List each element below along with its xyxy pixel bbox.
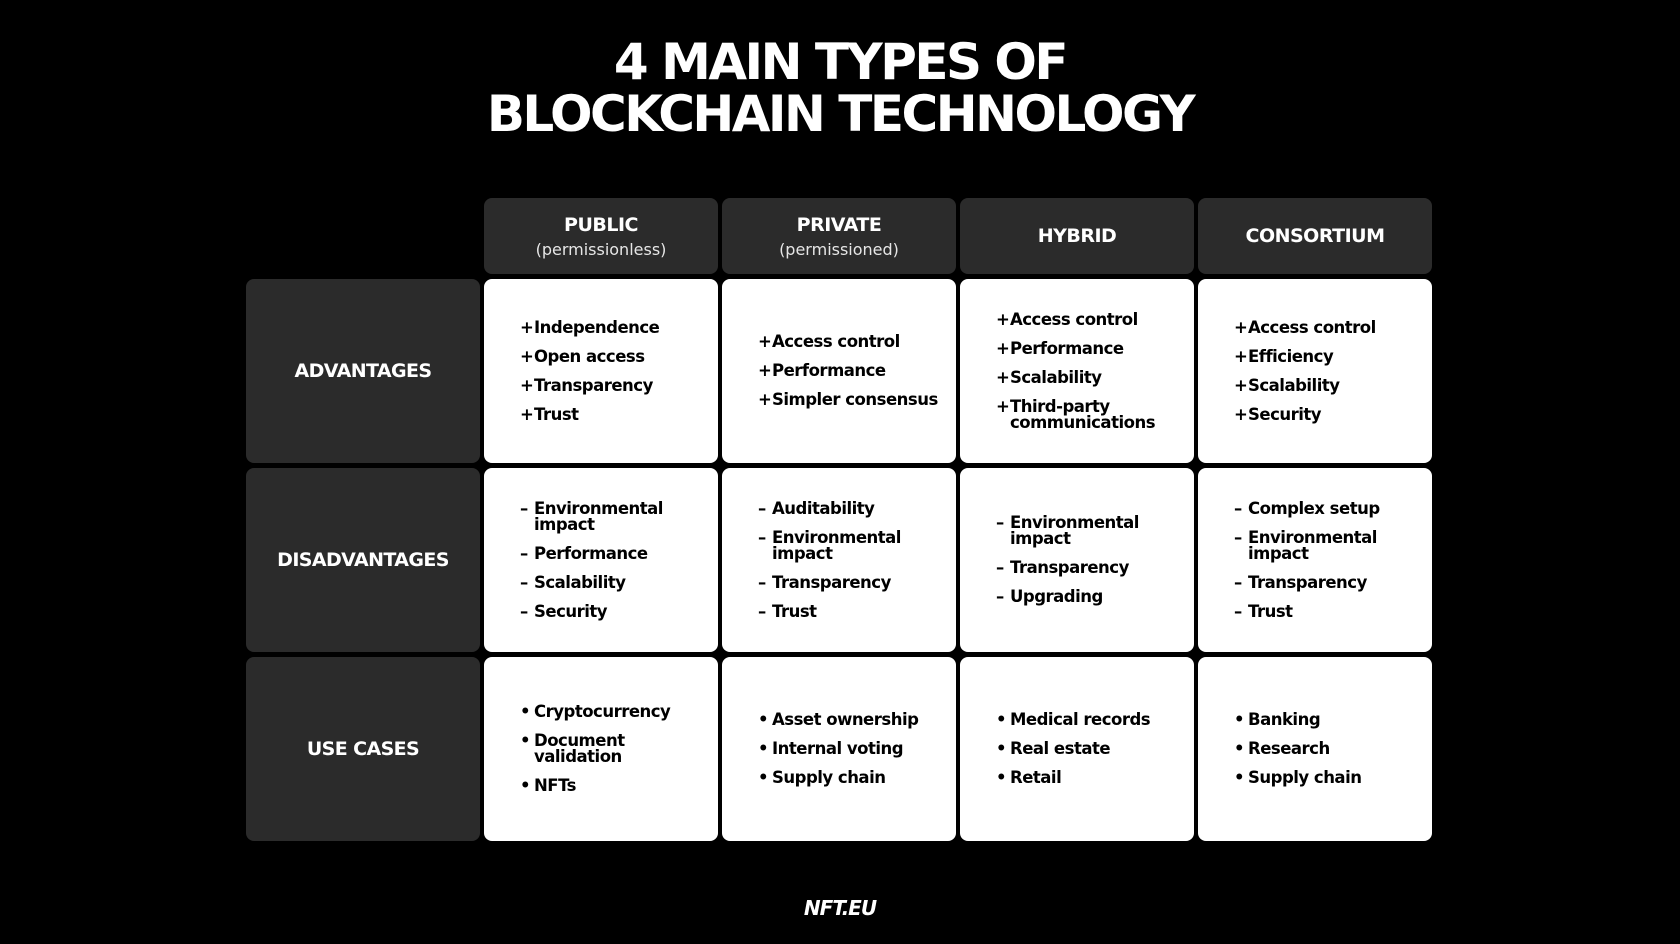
- dash-marker: –: [520, 498, 528, 518]
- list-item-text: Simpler consensus: [772, 390, 938, 409]
- item-list: [758, 712, 918, 786]
- list-item-text: Environmental impact: [1248, 527, 1377, 563]
- list-item: [1234, 317, 1376, 337]
- plus-marker: +: [1234, 317, 1248, 337]
- bullet-marker: •: [1234, 768, 1245, 787]
- list-item: [520, 704, 714, 720]
- list-item: [996, 309, 1190, 329]
- cell-use-cases-private: [722, 657, 956, 841]
- list-item: [996, 367, 1190, 387]
- table-corner: [246, 198, 480, 274]
- item-list: [520, 704, 714, 794]
- row-header-advantages: ADVANTAGES: [246, 279, 480, 463]
- dash-marker: –: [758, 498, 766, 518]
- bullet-marker: •: [758, 768, 769, 787]
- list-item: [520, 375, 659, 395]
- list-item-text: Trust: [772, 601, 817, 621]
- dash-marker: –: [1234, 527, 1242, 547]
- list-item-text: Access control: [772, 332, 900, 351]
- dash-marker: –: [996, 558, 1004, 577]
- list-item: [520, 601, 714, 621]
- list-item-text: Supply chain: [772, 768, 886, 787]
- plus-marker: +: [1234, 404, 1248, 424]
- list-item: [1234, 375, 1376, 395]
- list-item-text: Transparency: [772, 572, 891, 592]
- list-item-text: Auditability: [772, 498, 875, 518]
- cell-disadvantages-hybrid: [960, 468, 1194, 652]
- plus-marker: +: [996, 309, 1010, 329]
- column-header-private: [722, 198, 956, 274]
- list-item-text: Scalability: [534, 572, 626, 592]
- list-item: [996, 712, 1150, 728]
- list-item-text: Efficiency: [1248, 346, 1334, 366]
- cell-advantages-consortium: [1198, 279, 1432, 463]
- plus-marker: +: [758, 361, 772, 380]
- list-item-text: Document validation: [534, 731, 625, 766]
- item-list: [1234, 712, 1361, 786]
- item-list: [1234, 317, 1376, 424]
- list-item: [520, 778, 714, 794]
- plus-marker: +: [996, 396, 1010, 416]
- list-item: [996, 515, 1190, 547]
- list-item-text: Internal voting: [772, 739, 904, 758]
- bullet-marker: •: [996, 710, 1007, 729]
- list-item-text: Access control: [1248, 317, 1376, 337]
- dash-marker: –: [758, 572, 766, 592]
- column-header-name: HYBRID: [1037, 225, 1117, 247]
- list-item: [758, 712, 918, 728]
- list-item: [1234, 527, 1428, 563]
- list-item: [520, 317, 660, 337]
- list-item-text: Environmental impact: [534, 498, 663, 534]
- list-item: [1234, 741, 1361, 757]
- list-item-text: Complex setup: [1248, 498, 1380, 518]
- list-item-text: Supply chain: [1248, 768, 1362, 787]
- plus-marker: +: [996, 367, 1010, 387]
- plus-marker: +: [520, 404, 534, 424]
- list-item-text: Trust: [1248, 601, 1293, 621]
- plus-marker: +: [1234, 346, 1248, 366]
- column-header-subtitle: (permissionless): [535, 239, 667, 259]
- item-list: [758, 498, 952, 621]
- plus-marker: +: [758, 390, 772, 409]
- list-item: [758, 498, 952, 518]
- column-header-consortium: [1198, 198, 1432, 274]
- list-item: [758, 601, 952, 621]
- nft-eu-logo: NFT.EU: [803, 896, 877, 920]
- column-header-name: PRIVATE: [796, 213, 882, 236]
- item-list: [520, 498, 714, 621]
- cell-advantages-private: [722, 279, 956, 463]
- cell-advantages-hybrid: [960, 279, 1194, 463]
- list-item-text: Performance: [534, 543, 648, 563]
- page-title: [0, 33, 1680, 143]
- list-item: [996, 770, 1150, 786]
- plus-marker: +: [758, 332, 772, 351]
- column-header-name: PUBLIC: [564, 213, 638, 236]
- dash-marker: –: [758, 601, 766, 621]
- item-list: [996, 309, 1190, 432]
- bullet-marker: •: [996, 768, 1007, 787]
- dash-marker: –: [996, 513, 1004, 532]
- list-item-text: Scalability: [1248, 375, 1340, 395]
- list-item-text: NFTs: [534, 776, 576, 795]
- item-list: [520, 317, 660, 424]
- item-list: [758, 334, 938, 408]
- cell-use-cases-public: [484, 657, 718, 841]
- list-item-text: Upgrading: [1010, 587, 1103, 606]
- list-item: [1234, 712, 1361, 728]
- list-item: [1234, 404, 1376, 424]
- plus-marker: +: [996, 338, 1010, 358]
- plus-marker: +: [1234, 375, 1248, 395]
- list-item-text: Open access: [534, 346, 645, 366]
- dash-marker: –: [520, 572, 528, 592]
- bullet-marker: •: [520, 776, 531, 795]
- dash-marker: –: [1234, 498, 1242, 518]
- list-item: [758, 741, 918, 757]
- list-item: [996, 741, 1150, 757]
- title-line-1: 4 MAIN TYPES OF: [613, 33, 1067, 91]
- list-item: [758, 527, 952, 563]
- list-item: [1234, 770, 1361, 786]
- list-item-text: Cryptocurrency: [534, 702, 671, 721]
- list-item: [1234, 498, 1428, 518]
- cell-disadvantages-public: [484, 468, 718, 652]
- list-item: [758, 334, 938, 350]
- list-item-text: Scalability: [1010, 367, 1102, 387]
- list-item-text: Transparency: [534, 375, 653, 395]
- bullet-marker: •: [520, 731, 531, 750]
- list-item-text: Independence: [534, 317, 660, 337]
- cell-disadvantages-consortium: [1198, 468, 1432, 652]
- list-item-text: Environmental impact: [1010, 513, 1139, 548]
- list-item-text: Trust: [534, 404, 579, 424]
- item-list: [996, 515, 1190, 605]
- list-item: [1234, 346, 1376, 366]
- list-item: [758, 770, 918, 786]
- dash-marker: –: [758, 527, 766, 547]
- bullet-marker: •: [758, 739, 769, 758]
- dash-marker: –: [1234, 572, 1242, 592]
- list-item: [996, 396, 1190, 432]
- list-item-text: Real estate: [1010, 739, 1111, 758]
- bullet-marker: •: [520, 702, 531, 721]
- list-item: [758, 363, 938, 379]
- list-item: [520, 733, 714, 765]
- list-item-text: Banking: [1248, 710, 1321, 729]
- list-item-text: Security: [1248, 404, 1322, 424]
- row-header-disadvantages: DISADVANTAGES: [246, 468, 480, 652]
- list-item: [520, 346, 659, 366]
- list-item-text: Research: [1248, 739, 1330, 758]
- list-item-text: Transparency: [1248, 572, 1367, 592]
- list-item-text: Third-party communications: [1010, 396, 1156, 432]
- dash-marker: –: [520, 543, 528, 563]
- cell-advantages-public: [484, 279, 718, 463]
- cell-disadvantages-private: [722, 468, 956, 652]
- list-item: [520, 543, 714, 563]
- bullet-marker: •: [1234, 710, 1245, 729]
- list-item-text: Performance: [1010, 338, 1124, 358]
- column-header-subtitle: (permissioned): [779, 239, 899, 259]
- list-item-text: Access control: [1010, 309, 1138, 329]
- list-item-text: Retail: [1010, 768, 1062, 787]
- list-item: [520, 572, 714, 592]
- bullet-marker: •: [996, 739, 1007, 758]
- list-item: [758, 572, 952, 592]
- list-item-text: Transparency: [1010, 558, 1129, 577]
- bullet-marker: •: [758, 710, 769, 729]
- cell-use-cases-consortium: [1198, 657, 1432, 841]
- list-item: [520, 404, 659, 424]
- list-item: [1234, 572, 1428, 592]
- comparison-table: [246, 198, 1432, 841]
- row-header-use-cases: USE CASES: [246, 657, 480, 841]
- bullet-marker: •: [1234, 739, 1245, 758]
- column-header-name: CONSORTIUM: [1245, 225, 1385, 247]
- title-line-2: BLOCKCHAIN TECHNOLOGY: [486, 85, 1194, 143]
- list-item-text: Medical records: [1010, 710, 1151, 729]
- item-list: [1234, 498, 1428, 621]
- plus-marker: +: [520, 317, 534, 337]
- plus-marker: +: [520, 375, 534, 395]
- list-item-text: Environmental impact: [772, 527, 901, 563]
- dash-marker: –: [1234, 601, 1242, 621]
- dash-marker: –: [996, 587, 1004, 606]
- list-item-text: Security: [534, 601, 608, 621]
- list-item: [996, 338, 1190, 358]
- plus-marker: +: [520, 346, 534, 366]
- list-item-text: Performance: [772, 361, 886, 380]
- column-header-public: [484, 198, 718, 274]
- list-item: [520, 498, 714, 534]
- item-list: [996, 712, 1150, 786]
- list-item: [996, 589, 1190, 605]
- list-item-text: Asset ownership: [772, 710, 919, 729]
- list-item: [996, 560, 1190, 576]
- column-header-hybrid: [960, 198, 1194, 274]
- cell-use-cases-hybrid: [960, 657, 1194, 841]
- list-item: [758, 392, 938, 408]
- dash-marker: –: [520, 601, 528, 621]
- list-item: [1234, 601, 1428, 621]
